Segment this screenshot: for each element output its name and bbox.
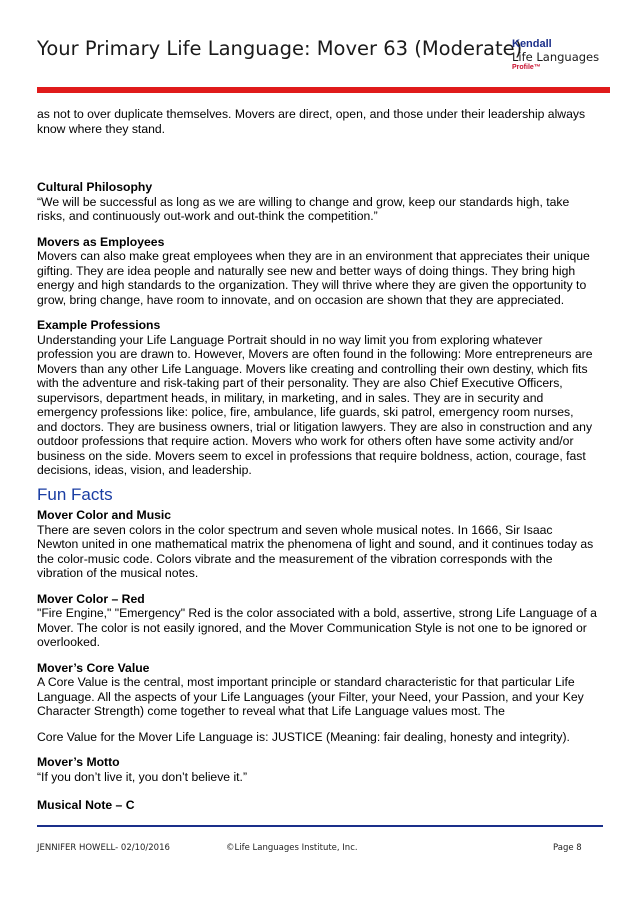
musical-note-heading: Musical Note – C <box>37 798 135 812</box>
fun-facts-heading: Fun Facts <box>37 484 113 504</box>
core-value-statement: Core Value for the Mover Life Language is: JUSTICE (Meaning: fair dealing, honesty and integrity). <box>37 729 570 744</box>
section-body-cultural-philosophy: “We will be successful as long as we are willing to change and grow, keep our standards high, take risks, and continuously out-work and out-think the competition.” <box>37 194 570 223</box>
page-content <box>37 107 597 813</box>
color-music-body: There are seven colors in the color spectrum and seven whole musical notes. In 1666, Sir Isaac Newton united in one mathematical matrix the phenomena of light and sound, and it continues today as the color-music code. Colors vibrate and the measurement of the vibration corresponds with the vibration of the musical notes. <box>37 522 594 580</box>
kendall-logo <box>512 38 599 72</box>
page-title: Your Primary Life Language: Mover 63 (Moderate) <box>37 37 523 60</box>
core-value-body: A Core Value is the central, most important principle or standard characteristic for that particular Life Language. All the aspects of your Life Languages (your Filter, your Need, your Passion, and your Key Character Strength) come together to reveal what that Life Language values most. The <box>37 675 584 718</box>
intro-paragraph: as not to over duplicate themselves. Movers are direct, open, and those under their leadership always know where they stand. <box>37 107 586 136</box>
section-heading-example-professions: Example Professions <box>37 318 161 332</box>
section-heading-movers-as-employees: Movers as Employees <box>37 234 165 249</box>
footer-page-number: Page 8 <box>553 843 582 853</box>
color-music-heading: Mover Color and Music <box>37 508 172 522</box>
header-divider <box>37 87 610 93</box>
logo-line-1: Kendall <box>512 38 552 50</box>
logo-line-3: Profile™ <box>512 63 541 71</box>
logo-line-2: Life Languages <box>512 49 600 64</box>
mover-color-body: "Fire Engine," "Emergency" Red is the color associated with a bold, assertive, strong Life Language of a Mover. The color is not easily ignored, and the Mover Communication Style is not one to be ignored or overlooked. <box>37 606 597 649</box>
section-heading-cultural-philosophy: Cultural Philosophy <box>37 180 153 194</box>
footer-author: JENNIFER HOWELL- 02/10/2016 <box>37 843 170 853</box>
footer-copyright: ©Life Languages Institute, Inc. <box>226 843 358 853</box>
core-value-heading: Mover’s Core Value <box>37 660 150 675</box>
motto-heading: Mover’s Motto <box>37 755 120 769</box>
section-body-example-professions: Understanding your Life Language Portrait should in no way limit you from exploring whatever profession you are drawn to. However, Movers are often found in the following: More entrepreneurs are Movers than any other Life Language. Movers like creating and controlling their own destiny, which fits with the adventure and risk-taking part of their personality. They are also Chief Executive Officers, supervisors, department heads, in military, in marketing, and in sales. They are in security and emergency professions like: police, fire, ambulance, life guards, ski patrol, emergency room nurses, and doctors. They are business owners, trial or litigation lawyers. They are also in construction and any outdoor professions that require action. Movers who work for others often have some activity and/or business on the side. Movers seem to excel in professions that require boldness, action, courage, fast decisions, ideas, vision, and leadership. <box>37 332 593 477</box>
motto-body: “If you don’t live it, you don’t believe it.” <box>37 769 248 784</box>
mover-color-heading: Mover Color – Red <box>37 591 145 606</box>
section-body-movers-as-employees: Movers can also make great employees when they are in an environment that appreciates their unique gifting. They are idea people and naturally see new and better ways of doing things. They bring high energy and high standards to the organization. They will thrive where they are given the opportunity to grow, bring change, have room to innovate, and on occasion are shown that they are appreciated. <box>37 249 590 307</box>
footer-divider <box>37 825 603 827</box>
